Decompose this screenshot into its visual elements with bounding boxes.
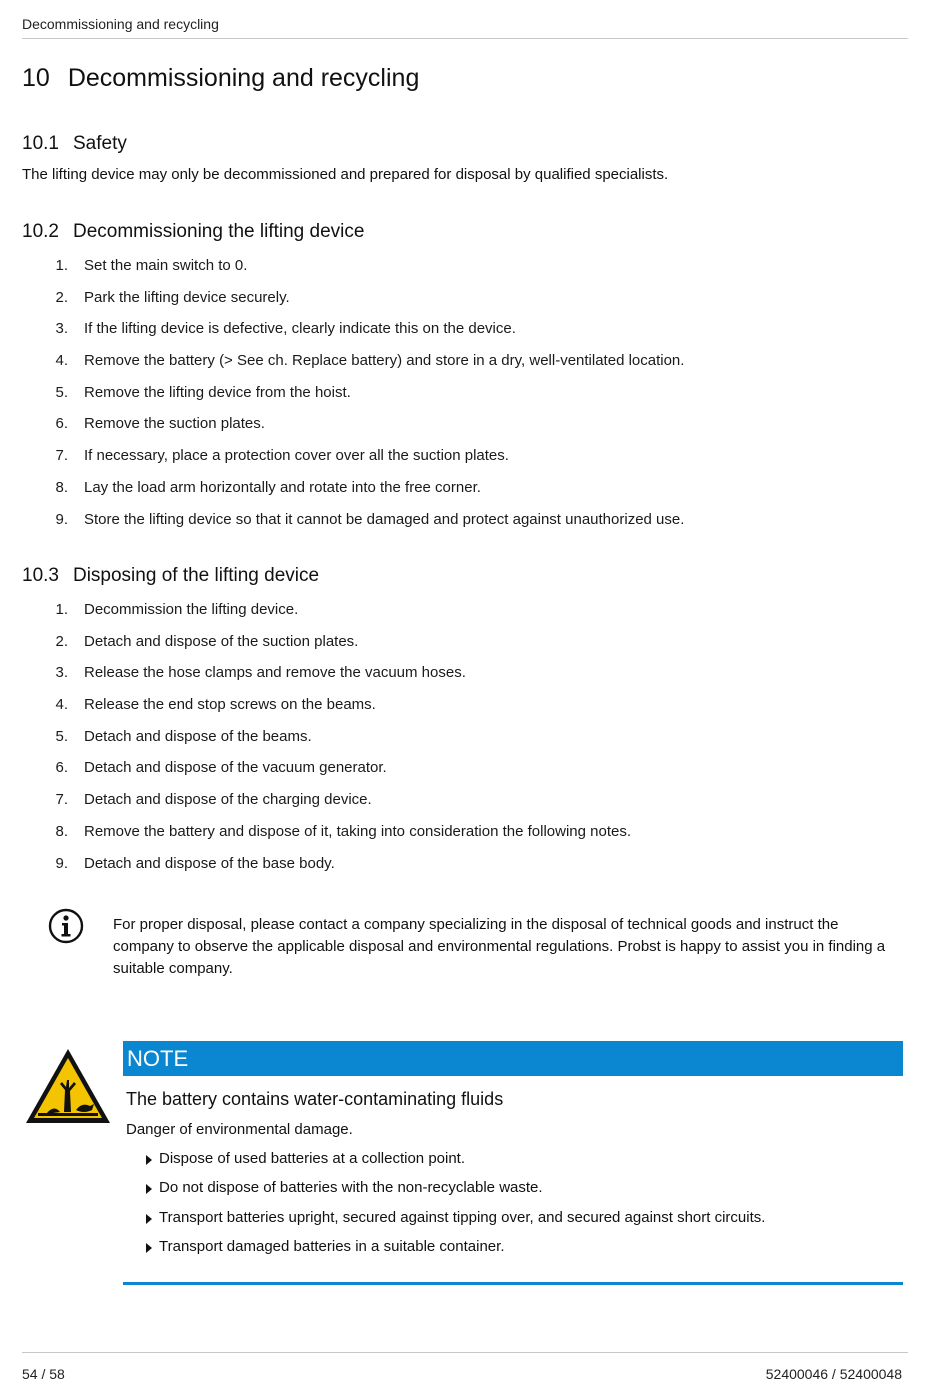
step-text: Detach and dispose of the suction plates. bbox=[84, 632, 359, 650]
note-bullet-list bbox=[146, 1150, 765, 1268]
note-label-bar: NOTE bbox=[123, 1041, 903, 1076]
page-number: 54 / 58 bbox=[22, 1366, 65, 1382]
step-number: 5. bbox=[55, 383, 68, 401]
list-item bbox=[22, 257, 902, 289]
section-title: Safety bbox=[72, 133, 127, 154]
footer-divider bbox=[22, 1352, 908, 1353]
section-number: 10.3 bbox=[22, 565, 59, 586]
list-item bbox=[22, 320, 902, 352]
section-heading-disposal bbox=[22, 565, 319, 587]
step-text: Lay the load arm horizontally and rotate into the free corner. bbox=[84, 478, 481, 496]
step-number: 7. bbox=[55, 447, 68, 465]
list-item bbox=[22, 791, 902, 823]
step-number: 9. bbox=[55, 510, 68, 528]
decommission-steps-list bbox=[22, 257, 902, 542]
step-text: Remove the battery and dispose of it, taking into consideration the following notes. bbox=[84, 822, 631, 840]
step-number: 2. bbox=[55, 632, 68, 650]
list-item bbox=[22, 289, 902, 321]
step-text: Detach and dispose of the charging device. bbox=[84, 791, 372, 809]
bullet-text: Transport batteries upright, secured against tipping over, and secured against short circuits. bbox=[159, 1208, 766, 1226]
triangle-bullet-icon bbox=[146, 1243, 152, 1253]
info-icon bbox=[48, 908, 84, 944]
step-text: Release the end stop screws on the beams. bbox=[84, 696, 376, 714]
step-text: Remove the battery (> See ch. Replace battery) and store in a dry, well-ventilated location. bbox=[84, 352, 685, 370]
list-item bbox=[22, 601, 902, 633]
step-text: Detach and dispose of the base body. bbox=[84, 854, 335, 872]
safety-text: The lifting device may only be decommissioned and prepared for disposal by qualified specialists. bbox=[22, 166, 669, 183]
bullet-text: Dispose of used batteries at a collection point. bbox=[159, 1150, 466, 1167]
section-title: Decommissioning the lifting device bbox=[72, 221, 365, 242]
running-header: Decommissioning and recycling bbox=[22, 16, 908, 39]
list-item bbox=[22, 759, 902, 791]
step-number: 2. bbox=[55, 288, 68, 306]
list-item bbox=[22, 728, 902, 760]
list-item bbox=[22, 447, 902, 479]
section-heading-safety bbox=[22, 133, 127, 155]
section-heading-decommission bbox=[22, 221, 364, 243]
section-number: 10.1 bbox=[22, 133, 59, 154]
step-text: If necessary, place a protection cover over all the suction plates. bbox=[84, 447, 509, 465]
step-text: Detach and dispose of the beams. bbox=[84, 727, 312, 745]
info-note-text: For proper disposal, please contact a company specializing in the disposal of technical goods and instruct the company to observe the applicable disposal and environmental regulations. Probst is happy to assist you in finding a suitable company. bbox=[113, 916, 886, 977]
document-numbers: 52400046 / 52400048 bbox=[765, 1366, 902, 1382]
step-number: 7. bbox=[55, 791, 68, 809]
list-item bbox=[146, 1209, 765, 1238]
step-text: If the lifting device is defective, clearly indicate this on the device. bbox=[84, 320, 516, 338]
step-text: Remove the suction plates. bbox=[84, 415, 265, 433]
bullet-text: Do not dispose of batteries with the non-recyclable waste. bbox=[159, 1179, 543, 1197]
list-item bbox=[146, 1179, 765, 1208]
step-number: 5. bbox=[55, 727, 68, 745]
chapter-title: Decommissioning and recycling bbox=[67, 64, 420, 92]
section-title: Disposing of the lifting device bbox=[72, 565, 320, 586]
step-number: 3. bbox=[55, 320, 68, 338]
step-number: 8. bbox=[55, 822, 68, 840]
bullet-text: Transport damaged batteries in a suitable container. bbox=[159, 1238, 505, 1256]
step-number: 4. bbox=[55, 352, 68, 370]
list-item bbox=[22, 855, 902, 887]
list-item bbox=[22, 384, 902, 416]
list-item bbox=[146, 1150, 765, 1179]
note-bottom-rule bbox=[123, 1282, 903, 1285]
chapter-heading bbox=[22, 64, 419, 93]
disposal-steps-list bbox=[22, 601, 902, 886]
chapter-number: 10 bbox=[22, 64, 50, 92]
step-text: Park the lifting device securely. bbox=[84, 288, 290, 306]
list-item bbox=[22, 696, 902, 728]
section-number: 10.2 bbox=[22, 221, 59, 242]
step-text: Set the main switch to 0. bbox=[84, 257, 248, 274]
step-number: 4. bbox=[55, 696, 68, 714]
step-text: Release the hose clamps and remove the vacuum hoses. bbox=[84, 664, 466, 682]
step-text: Store the lifting device so that it cannot be damaged and protect against unauthorized use. bbox=[84, 510, 685, 528]
list-item bbox=[22, 415, 902, 447]
environmental-hazard-icon bbox=[24, 1046, 112, 1126]
step-text: Decommission the lifting device. bbox=[84, 601, 299, 618]
list-item bbox=[146, 1238, 765, 1267]
step-number: 6. bbox=[55, 415, 68, 433]
triangle-bullet-icon bbox=[146, 1214, 152, 1224]
step-number: 6. bbox=[55, 759, 68, 777]
triangle-bullet-icon bbox=[146, 1184, 152, 1194]
step-number: 9. bbox=[55, 854, 68, 872]
step-text: Detach and dispose of the vacuum generator. bbox=[84, 759, 387, 777]
list-item bbox=[22, 633, 902, 665]
triangle-bullet-icon bbox=[146, 1155, 152, 1165]
step-number: 3. bbox=[55, 664, 68, 682]
list-item bbox=[22, 511, 902, 543]
list-item bbox=[22, 664, 902, 696]
note-subtitle: Danger of environmental damage. bbox=[126, 1121, 353, 1138]
step-number: 8. bbox=[55, 478, 68, 496]
note-title: The battery contains water-contaminating fluids bbox=[126, 1089, 504, 1109]
list-item bbox=[22, 479, 902, 511]
step-number: 1. bbox=[55, 257, 68, 274]
list-item bbox=[22, 823, 902, 855]
list-item bbox=[22, 352, 902, 384]
step-text: Remove the lifting device from the hoist. bbox=[84, 383, 351, 401]
step-number: 1. bbox=[55, 601, 68, 618]
